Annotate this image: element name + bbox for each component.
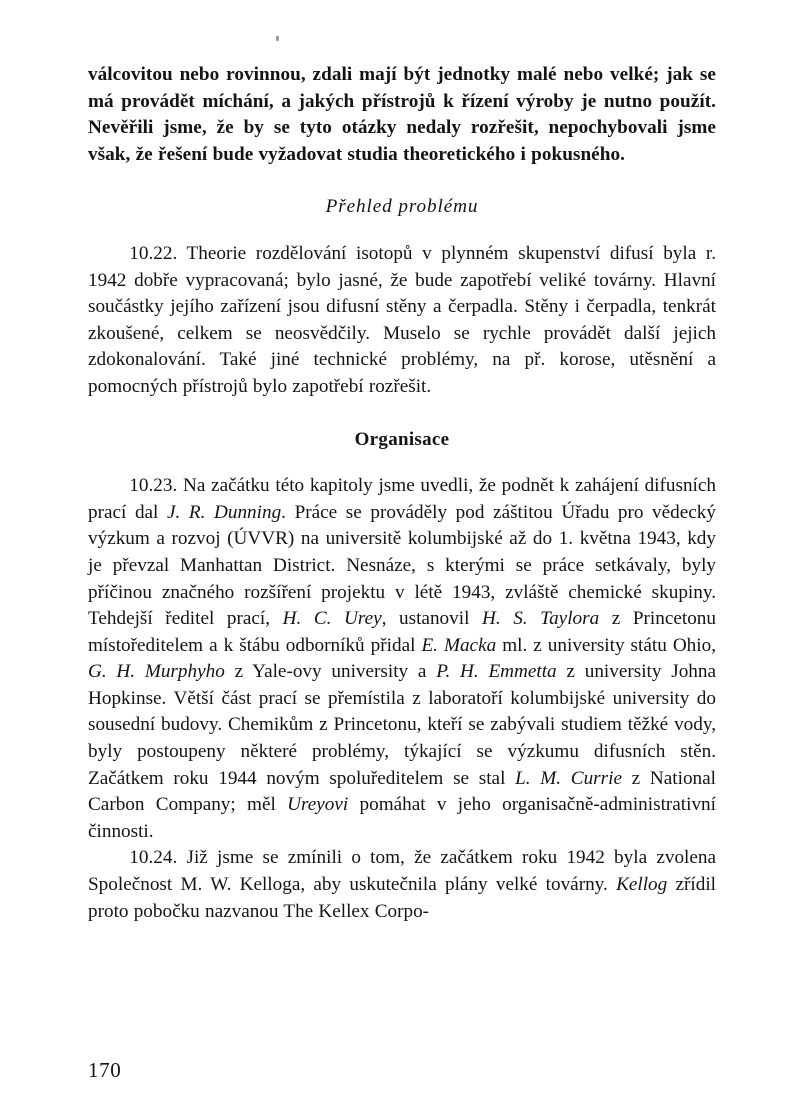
para-1023-text-3: , ustanovil: [381, 608, 482, 630]
paragraph-10-23: [88, 473, 716, 845]
paragraph-10-22: 10.22. Theorie rozdělování isotopů v plynném skupenství difusí byla r. 1942 dobře vypracovaná; bylo jasné, že bude zapotřebí veliké továrny. Hlavní součástky jejího zařízení jsou difusní stěny a čerpadla. Stěny i čerpadla, tenkrát zkoušené, celkem se neosvědčily. Muselo se rychle provádět další jejich zdokonalování. Také jiné technické problémy, na př. korose, utěsnění a pomocných přístrojů bylo zapotřebí rozřešit.: [88, 242, 716, 397]
para-1024-text-1: 10.24. Již jsme se zmínili o tom, že začátkem roku 1942 byla zvolena Společnost M. W. Kelloga, aby uskutečnila plány velké továrny.: [88, 847, 716, 896]
paragraph-top-continuation: válcovitou nebo rovinnou, zdali mají být jednotky malé nebo velké; jak se má provádět míchání, a jakých přístrojů k řízení výroby je nutno použít. Nevěřili jsme, že by se tyto otázky nedaly rozřešit, nepochybovali jsme však, že řešení bude vyžadovat studia theoretického i pokusného.: [88, 64, 716, 165]
para-1023-text-9: pomáhat v jeho organisačně-administrativní činnosti.: [88, 794, 716, 842]
para-1023-text-4: z Princetonu místoředitelem a k štábu odborníků přidal: [88, 608, 716, 656]
paragraph-10-24: [88, 845, 716, 925]
person-name-emmett: P. H. Emmetta: [436, 661, 557, 683]
person-name-ureyovi: Ureyovi: [287, 794, 349, 816]
person-name-urey: H. C. Urey: [282, 608, 382, 630]
company-name-kellog: Kellog: [616, 874, 668, 896]
text-column: [88, 62, 716, 925]
para-1023-text-2: . Práce se prováděly pod záštitou Úřadu pro vědecký výzkum a rozvoj (ÚVVR) na universitě kolumbijské až do 1. května 1943, kdy je převzal Manhattan District. Nesnáze, s kterými se práce setkávaly, byly příčinou značného rozšíření projektu v létě 1943, zvláště chemické skupiny. Tehdejší ředitel prací,: [88, 501, 716, 630]
spacer: [88, 401, 716, 427]
person-name-mack: E. Macka: [421, 634, 497, 656]
scan-artifact-mark: [276, 36, 279, 41]
section-heading-organisation: Organisace: [354, 428, 450, 450]
page-number: 170: [88, 1058, 122, 1082]
para-1024-text-2: zřídil proto pobočku nazvanou The Kellex Corpo-: [88, 874, 716, 922]
spacer: [88, 168, 716, 194]
spacer: [88, 221, 716, 241]
person-name-murphy: G. H. Murphyho: [88, 661, 225, 683]
para-1023-text-8: z National Carbon Company; měl: [88, 767, 716, 816]
person-name-taylor: H. S. Taylora: [481, 608, 600, 630]
person-name-dunning: J. R. Dunning: [166, 501, 282, 523]
para-1023-text-5: ml. z university státu Ohio,: [496, 634, 716, 656]
para-1023-text-1: 10.23. Na začátku této kapitoly jsme uvedli, že podnět k zahájení difusních prací dal: [88, 475, 716, 523]
person-name-currie: L. M. Currie: [515, 767, 622, 789]
para-1023-text-6: z Yale-ovy university a: [224, 661, 437, 683]
spacer: [88, 453, 716, 473]
section-heading-overview: Přehled problému: [325, 196, 479, 218]
para-1023-text-7: z university Johna Hopkinse. Větší část prací se přemístila z laboratoří kolumbijské university do sousední budovy. Chemikům z Princetonu, kteří se zabývali studiem těžké vody, byly postoupeny některé problémy, týkající se výzkumu difusních stěn. Začátkem roku 1944 novým spoluředitelem se stal: [88, 661, 716, 789]
